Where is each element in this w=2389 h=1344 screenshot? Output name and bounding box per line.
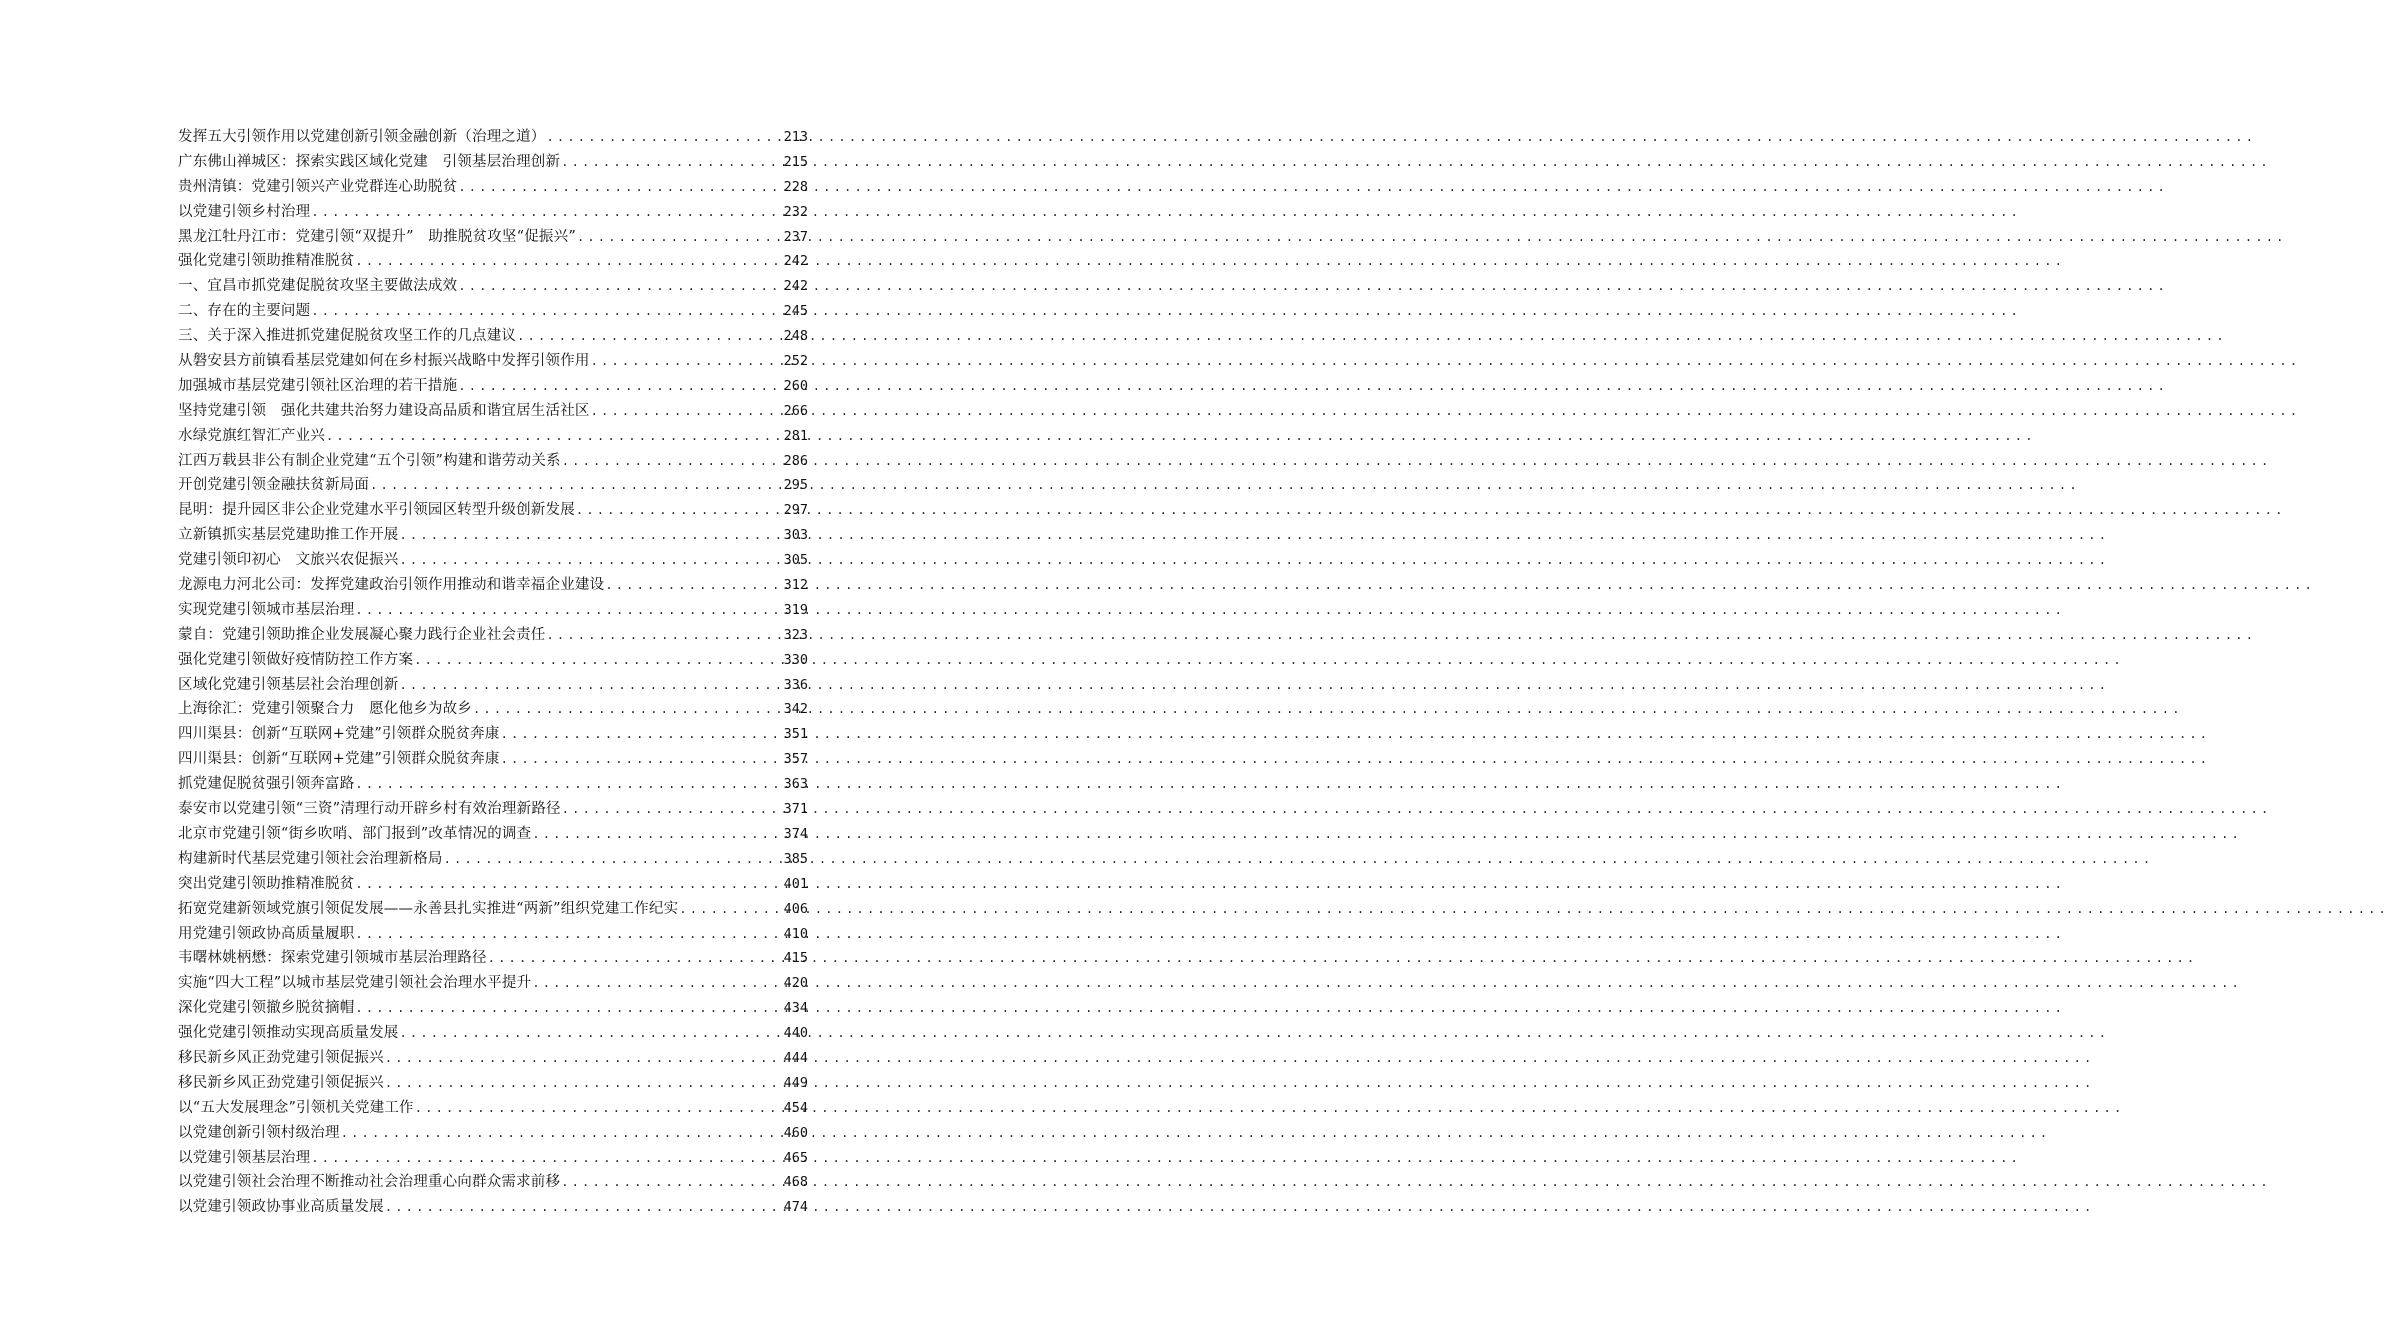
toc-entry-title: 用党建引领政协高质量履职 bbox=[178, 925, 355, 942]
toc-entry-page-number: 434 bbox=[783, 1000, 808, 1017]
toc-entry[interactable] bbox=[178, 548, 808, 573]
toc-entry-title: 强化党建引领助推精准脱贫 bbox=[178, 253, 355, 270]
toc-entry-page-number: 252 bbox=[783, 353, 808, 370]
toc-entry-title: 深化党建引领撤乡脱贫摘帽 bbox=[178, 1000, 355, 1017]
toc-entry[interactable] bbox=[178, 125, 808, 150]
toc-entry-title: 贵州清镇：党建引领兴产业党群连心助脱贫 bbox=[178, 178, 458, 195]
toc-entry-title: 拓宽党建新领域党旗引领促发展——永善县扎实推进“两新”组织党建工作纪实 bbox=[178, 900, 679, 917]
toc-entry-title: 立新镇抓实基层党建助推工作开展 bbox=[178, 527, 399, 544]
toc-entry[interactable] bbox=[178, 697, 808, 722]
toc-entry-page-number: 260 bbox=[783, 377, 808, 394]
toc-entry-page-number: 420 bbox=[783, 975, 808, 992]
toc-dot-leader bbox=[500, 722, 780, 747]
toc-entry-title: 蒙自：党建引领助推企业发展凝心聚力践行企业社会责任 bbox=[178, 626, 546, 643]
toc-entry-title: 以党建引领基层治理 bbox=[178, 1149, 311, 1166]
toc-entry[interactable] bbox=[178, 1195, 808, 1220]
toc-entry-title: 抓党建促脱贫强引领奔富路 bbox=[178, 776, 355, 793]
toc-entry-title: 上海徐汇：党建引领聚合力 愿化他乡为故乡 bbox=[178, 701, 472, 718]
toc-entry[interactable] bbox=[178, 1121, 808, 1146]
toc-entry[interactable] bbox=[178, 722, 808, 747]
toc-entry-title: 实施“四大工程”以城市基层党建引领社会治理水平提升 bbox=[178, 975, 532, 992]
toc-entry-title: 黑龙江牡丹江市：党建引领“双提升” 助推脱贫攻坚“促振兴” bbox=[178, 228, 576, 245]
toc-dot-leader bbox=[560, 150, 780, 175]
toc-entry-title: 强化党建引领做好疫情防控工作方案 bbox=[178, 651, 414, 668]
toc-entry-page-number: 215 bbox=[783, 153, 808, 170]
toc-entry-page-number: 371 bbox=[783, 801, 808, 818]
toc-dot-leader bbox=[678, 897, 780, 922]
toc-entry[interactable] bbox=[178, 249, 808, 274]
toc-entry[interactable] bbox=[178, 897, 808, 922]
toc-entry-page-number: 468 bbox=[783, 1174, 808, 1191]
toc-entry-page-number: 281 bbox=[783, 427, 808, 444]
toc-entry-title: 以党建引领乡村治理 bbox=[178, 203, 311, 220]
toc-dot-leader bbox=[546, 125, 781, 150]
toc-dot-leader bbox=[561, 449, 780, 474]
toc-entry-title: 韦曙林姚柄懋：探索党建引领城市基层治理路径 bbox=[178, 950, 487, 967]
toc-dot-leader bbox=[500, 747, 780, 772]
toc-dot-leader bbox=[443, 847, 780, 872]
toc-dot-leader bbox=[472, 697, 780, 722]
toc-dot-leader bbox=[354, 772, 780, 797]
toc-dot-leader bbox=[531, 822, 780, 847]
toc-entry[interactable] bbox=[178, 1046, 808, 1071]
toc-entry-title: 发挥五大引领作用以党建创新引领金融创新（治理之道） bbox=[178, 129, 546, 145]
toc-dot-leader bbox=[457, 175, 780, 200]
toc-dot-leader bbox=[399, 673, 781, 698]
toc-entry-title: 党建引领印初心 文旅兴农促振兴 bbox=[178, 552, 399, 569]
toc-dot-leader bbox=[561, 797, 780, 822]
toc-entry[interactable] bbox=[178, 324, 808, 349]
table-of-contents bbox=[178, 125, 808, 1220]
toc-entry-title: 三、关于深入推进抓党建促脱贫攻坚工作的几点建议 bbox=[178, 328, 517, 345]
toc-dot-leader bbox=[531, 971, 780, 996]
toc-entry-title: 以党建创新引领村级治理 bbox=[178, 1124, 340, 1141]
toc-entry[interactable] bbox=[178, 200, 808, 225]
toc-dot-leader bbox=[457, 274, 780, 299]
toc-dot-leader bbox=[310, 200, 780, 225]
toc-entry-page-number: 440 bbox=[783, 1025, 808, 1042]
toc-dot-leader bbox=[516, 324, 780, 349]
toc-entry[interactable] bbox=[178, 523, 808, 548]
toc-entry-title: 昆明：提升园区非公企业党建水平引领园区转型升级创新发展 bbox=[178, 502, 575, 519]
toc-dot-leader bbox=[399, 523, 781, 548]
toc-entry-title: 强化党建引领推动实现高质量发展 bbox=[178, 1025, 399, 1042]
document-page bbox=[0, 0, 950, 1344]
toc-dot-leader bbox=[399, 548, 781, 573]
toc-entry-page-number: 286 bbox=[783, 452, 808, 469]
toc-entry[interactable] bbox=[178, 872, 808, 897]
toc-dot-leader bbox=[590, 349, 780, 374]
toc-dot-leader bbox=[384, 1071, 780, 1096]
toc-entry-page-number: 406 bbox=[783, 900, 808, 917]
toc-entry-page-number: 454 bbox=[783, 1099, 808, 1116]
toc-entry-title: 构建新时代基层党建引领社会治理新格局 bbox=[178, 850, 443, 867]
toc-entry-title: 北京市党建引领“街乡吹哨、部门报到”改革情况的调查 bbox=[178, 825, 532, 842]
toc-entry-title: 移民新乡风正劲党建引领促振兴 bbox=[178, 1074, 384, 1091]
toc-entry[interactable] bbox=[178, 971, 808, 996]
toc-dot-leader bbox=[354, 922, 780, 947]
toc-entry[interactable] bbox=[178, 424, 808, 449]
toc-entry[interactable] bbox=[178, 374, 808, 399]
toc-entry-title: 二、存在的主要问题 bbox=[178, 303, 311, 320]
toc-entry-page-number: 319 bbox=[783, 601, 808, 618]
toc-entry-page-number: 363 bbox=[783, 776, 808, 793]
toc-entry[interactable] bbox=[178, 598, 808, 623]
toc-entry[interactable] bbox=[178, 772, 808, 797]
toc-entry[interactable] bbox=[178, 573, 808, 598]
toc-entry-title: 龙源电力河北公司：发挥党建政治引领作用推动和谐幸福企业建设 bbox=[178, 577, 605, 594]
toc-entry[interactable] bbox=[178, 175, 808, 200]
toc-entry[interactable] bbox=[178, 473, 808, 498]
toc-dot-leader bbox=[369, 473, 780, 498]
toc-dot-leader bbox=[487, 946, 780, 971]
toc-entry-page-number: 449 bbox=[783, 1074, 808, 1091]
toc-entry-title: 区域化党建引领基层社会治理创新 bbox=[178, 676, 399, 693]
toc-entry-page-number: 410 bbox=[783, 925, 808, 942]
toc-entry-page-number: 297 bbox=[783, 502, 808, 519]
toc-entry-page-number: 305 bbox=[783, 552, 808, 569]
toc-entry[interactable] bbox=[178, 399, 808, 424]
toc-entry-page-number: 330 bbox=[783, 651, 808, 668]
toc-entry[interactable] bbox=[178, 225, 808, 250]
toc-entry-page-number: 303 bbox=[783, 527, 808, 544]
toc-entry-title: 以党建引领社会治理不断推动社会治理重心向群众需求前移 bbox=[178, 1174, 561, 1191]
toc-entry-title: 从磐安县方前镇看基层党建如何在乡村振兴战略中发挥引领作用 bbox=[178, 353, 590, 370]
toc-entry-page-number: 237 bbox=[783, 228, 808, 245]
toc-entry-page-number: 415 bbox=[783, 950, 808, 967]
toc-entry-page-number: 474 bbox=[783, 1199, 808, 1216]
toc-entry[interactable] bbox=[178, 648, 808, 673]
toc-dot-leader bbox=[399, 1021, 781, 1046]
toc-dot-leader bbox=[575, 498, 780, 523]
toc-dot-leader bbox=[546, 623, 781, 648]
toc-entry-page-number: 323 bbox=[783, 626, 808, 643]
toc-dot-leader bbox=[413, 648, 780, 673]
toc-entry-title: 以“五大发展理念”引领机关党建工作 bbox=[178, 1099, 414, 1116]
toc-entry-page-number: 295 bbox=[783, 477, 808, 494]
toc-entry[interactable] bbox=[178, 673, 808, 698]
toc-entry[interactable] bbox=[178, 299, 808, 324]
toc-entry[interactable] bbox=[178, 1021, 808, 1046]
toc-dot-leader bbox=[325, 424, 780, 449]
toc-entry[interactable] bbox=[178, 1071, 808, 1096]
toc-entry[interactable] bbox=[178, 996, 808, 1021]
toc-entry-page-number: 248 bbox=[783, 328, 808, 345]
toc-entry-title: 一、宜昌市抓党建促脱贫攻坚主要做法成效 bbox=[178, 278, 458, 295]
toc-entry-title: 突出党建引领助推精准脱贫 bbox=[178, 875, 355, 892]
toc-entry[interactable] bbox=[178, 1146, 808, 1171]
toc-entry[interactable] bbox=[178, 150, 808, 175]
toc-entry-page-number: 213 bbox=[783, 129, 808, 145]
toc-dot-leader bbox=[354, 598, 780, 623]
toc-dot-leader bbox=[340, 1121, 780, 1146]
toc-entry[interactable] bbox=[178, 274, 808, 299]
toc-dot-leader bbox=[576, 225, 780, 250]
toc-entry-page-number: 465 bbox=[783, 1149, 808, 1166]
toc-dot-leader bbox=[384, 1195, 780, 1220]
toc-entry[interactable] bbox=[178, 797, 808, 822]
toc-dot-leader bbox=[384, 1046, 780, 1071]
toc-dot-leader bbox=[354, 872, 780, 897]
toc-entry-title: 江西万载县非公有制企业党建“五个引领”构建和谐劳动关系 bbox=[178, 452, 561, 469]
toc-entry-title: 四川渠县：创新“互联网+党建”引领群众脱贫奔康 bbox=[178, 726, 500, 743]
toc-entry-page-number: 232 bbox=[783, 203, 808, 220]
toc-entry-title: 开创党建引领金融扶贫新局面 bbox=[178, 477, 370, 494]
toc-dot-leader bbox=[354, 249, 780, 274]
toc-entry-page-number: 336 bbox=[783, 676, 808, 693]
toc-entry-page-number: 385 bbox=[783, 850, 808, 867]
toc-entry-title: 四川渠县：创新“互联网+党建”引领群众脱贫奔康 bbox=[178, 751, 500, 768]
toc-entry-title: 泰安市以党建引领“三资”清理行动开辟乡村有效治理新路径 bbox=[178, 801, 561, 818]
toc-entry-page-number: 242 bbox=[783, 278, 808, 295]
toc-entry-page-number: 242 bbox=[783, 253, 808, 270]
toc-entry[interactable] bbox=[178, 747, 808, 772]
toc-dot-leader bbox=[310, 299, 780, 324]
toc-dot-leader bbox=[354, 996, 780, 1021]
toc-entry-title: 广东佛山禅城区：探索实践区域化党建 引领基层治理创新 bbox=[178, 153, 561, 170]
toc-entry-page-number: 357 bbox=[783, 751, 808, 768]
toc-entry-title: 加强城市基层党建引领社区治理的若干措施 bbox=[178, 377, 458, 394]
toc-entry[interactable] bbox=[178, 822, 808, 847]
toc-dot-leader bbox=[310, 1146, 780, 1171]
toc-entry-title: 以党建引领政协事业高质量发展 bbox=[178, 1199, 384, 1216]
toc-entry-page-number: 351 bbox=[783, 726, 808, 743]
toc-entry[interactable] bbox=[178, 623, 808, 648]
toc-entry-title: 实现党建引领城市基层治理 bbox=[178, 601, 355, 618]
toc-entry[interactable] bbox=[178, 498, 808, 523]
toc-entry[interactable] bbox=[178, 1170, 808, 1195]
toc-entry-page-number: 312 bbox=[783, 577, 808, 594]
toc-entry-page-number: 342 bbox=[783, 701, 808, 718]
toc-dot-leader bbox=[414, 1096, 780, 1121]
toc-entry[interactable] bbox=[178, 1096, 808, 1121]
toc-entry-title: 水绿党旗红智汇产业兴 bbox=[178, 427, 325, 444]
toc-entry-page-number: 460 bbox=[783, 1124, 808, 1141]
toc-entry-page-number: 374 bbox=[783, 825, 808, 842]
toc-dot-leader bbox=[590, 399, 780, 424]
toc-entry-title: 移民新乡风正劲党建引领促振兴 bbox=[178, 1049, 384, 1066]
toc-entry[interactable] bbox=[178, 847, 808, 872]
toc-entry-title: 坚持党建引领 强化共建共治努力建设高品质和谐宜居生活社区 bbox=[178, 402, 590, 419]
toc-dot-leader bbox=[457, 374, 780, 399]
toc-entry[interactable] bbox=[178, 946, 808, 971]
toc-entry-page-number: 245 bbox=[783, 303, 808, 320]
toc-entry-page-number: 228 bbox=[783, 178, 808, 195]
toc-entry[interactable] bbox=[178, 449, 808, 474]
toc-entry[interactable] bbox=[178, 349, 808, 374]
toc-entry-page-number: 266 bbox=[783, 402, 808, 419]
toc-dot-leader bbox=[560, 1170, 780, 1195]
toc-entry[interactable] bbox=[178, 922, 808, 947]
toc-entry-page-number: 444 bbox=[783, 1049, 808, 1066]
toc-dot-leader bbox=[604, 573, 780, 598]
toc-entry-page-number: 401 bbox=[783, 875, 808, 892]
